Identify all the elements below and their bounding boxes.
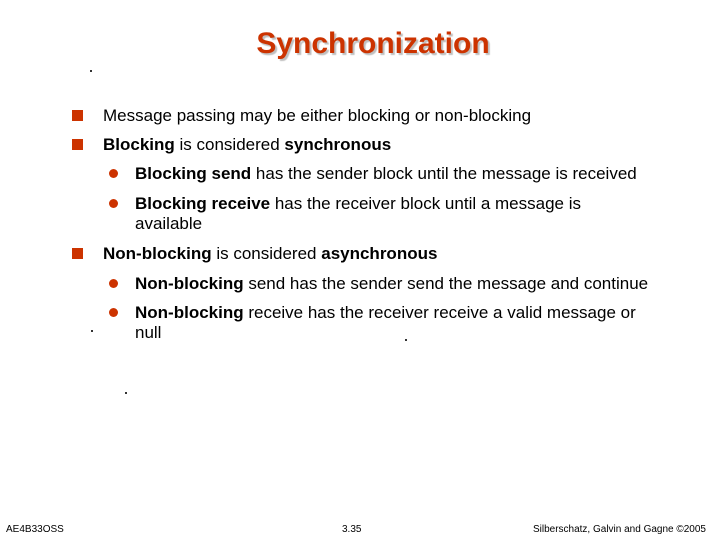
bullet-text-bold: Blocking receive	[135, 194, 271, 213]
bullet-text-bold: Non-blocking	[135, 303, 244, 322]
bullet-item	[0, 106, 720, 128]
footer-left: AE4B33OSS	[6, 524, 64, 535]
bullet-text-bold: Blocking	[103, 135, 175, 154]
round-bullet-icon	[109, 308, 118, 317]
stray-dot-mark	[125, 392, 127, 394]
bullet-text-bold: Non-blocking	[103, 244, 212, 263]
sub-bullet-item	[0, 274, 720, 296]
bullet-item	[0, 135, 720, 157]
stray-dot-mark	[90, 70, 92, 72]
bullet-text-bold: Non-blocking	[135, 274, 244, 293]
footer-right: Silberschatz, Galvin and Gagne ©2005	[532, 524, 706, 535]
footer-page-number: 3.35	[342, 524, 362, 535]
sub-bullet-item	[0, 164, 720, 186]
bullet-text: Message passing may be either blocking or non-blocking	[103, 106, 532, 125]
bullet-item	[0, 244, 720, 266]
slide-title: Synchronization	[256, 27, 490, 60]
bullet-text: is considered	[174, 135, 285, 154]
bullet-text-continuation: null	[135, 323, 162, 342]
bullet-text: is considered	[211, 244, 322, 263]
bullet-text-bold: synchronous	[284, 135, 392, 154]
bullet-text: send has the sender send the message and continue	[243, 274, 649, 293]
bullet-text-bold: asynchronous	[321, 244, 438, 263]
round-bullet-icon	[109, 279, 118, 288]
square-bullet-icon	[72, 248, 83, 259]
bullet-text-bold: Blocking send	[135, 164, 252, 183]
round-bullet-icon	[109, 199, 118, 208]
round-bullet-icon	[109, 169, 118, 178]
bullet-text: has the receiver block until a message is	[270, 194, 581, 213]
bullet-text: receive has the receiver receive a valid message or	[243, 303, 636, 322]
sub-bullet-item	[0, 194, 720, 238]
bullet-text: has the sender block until the message is received	[251, 164, 637, 183]
square-bullet-icon	[72, 110, 83, 121]
sub-bullet-item	[0, 303, 720, 347]
bullet-text-continuation: available	[135, 214, 203, 233]
square-bullet-icon	[72, 139, 83, 150]
